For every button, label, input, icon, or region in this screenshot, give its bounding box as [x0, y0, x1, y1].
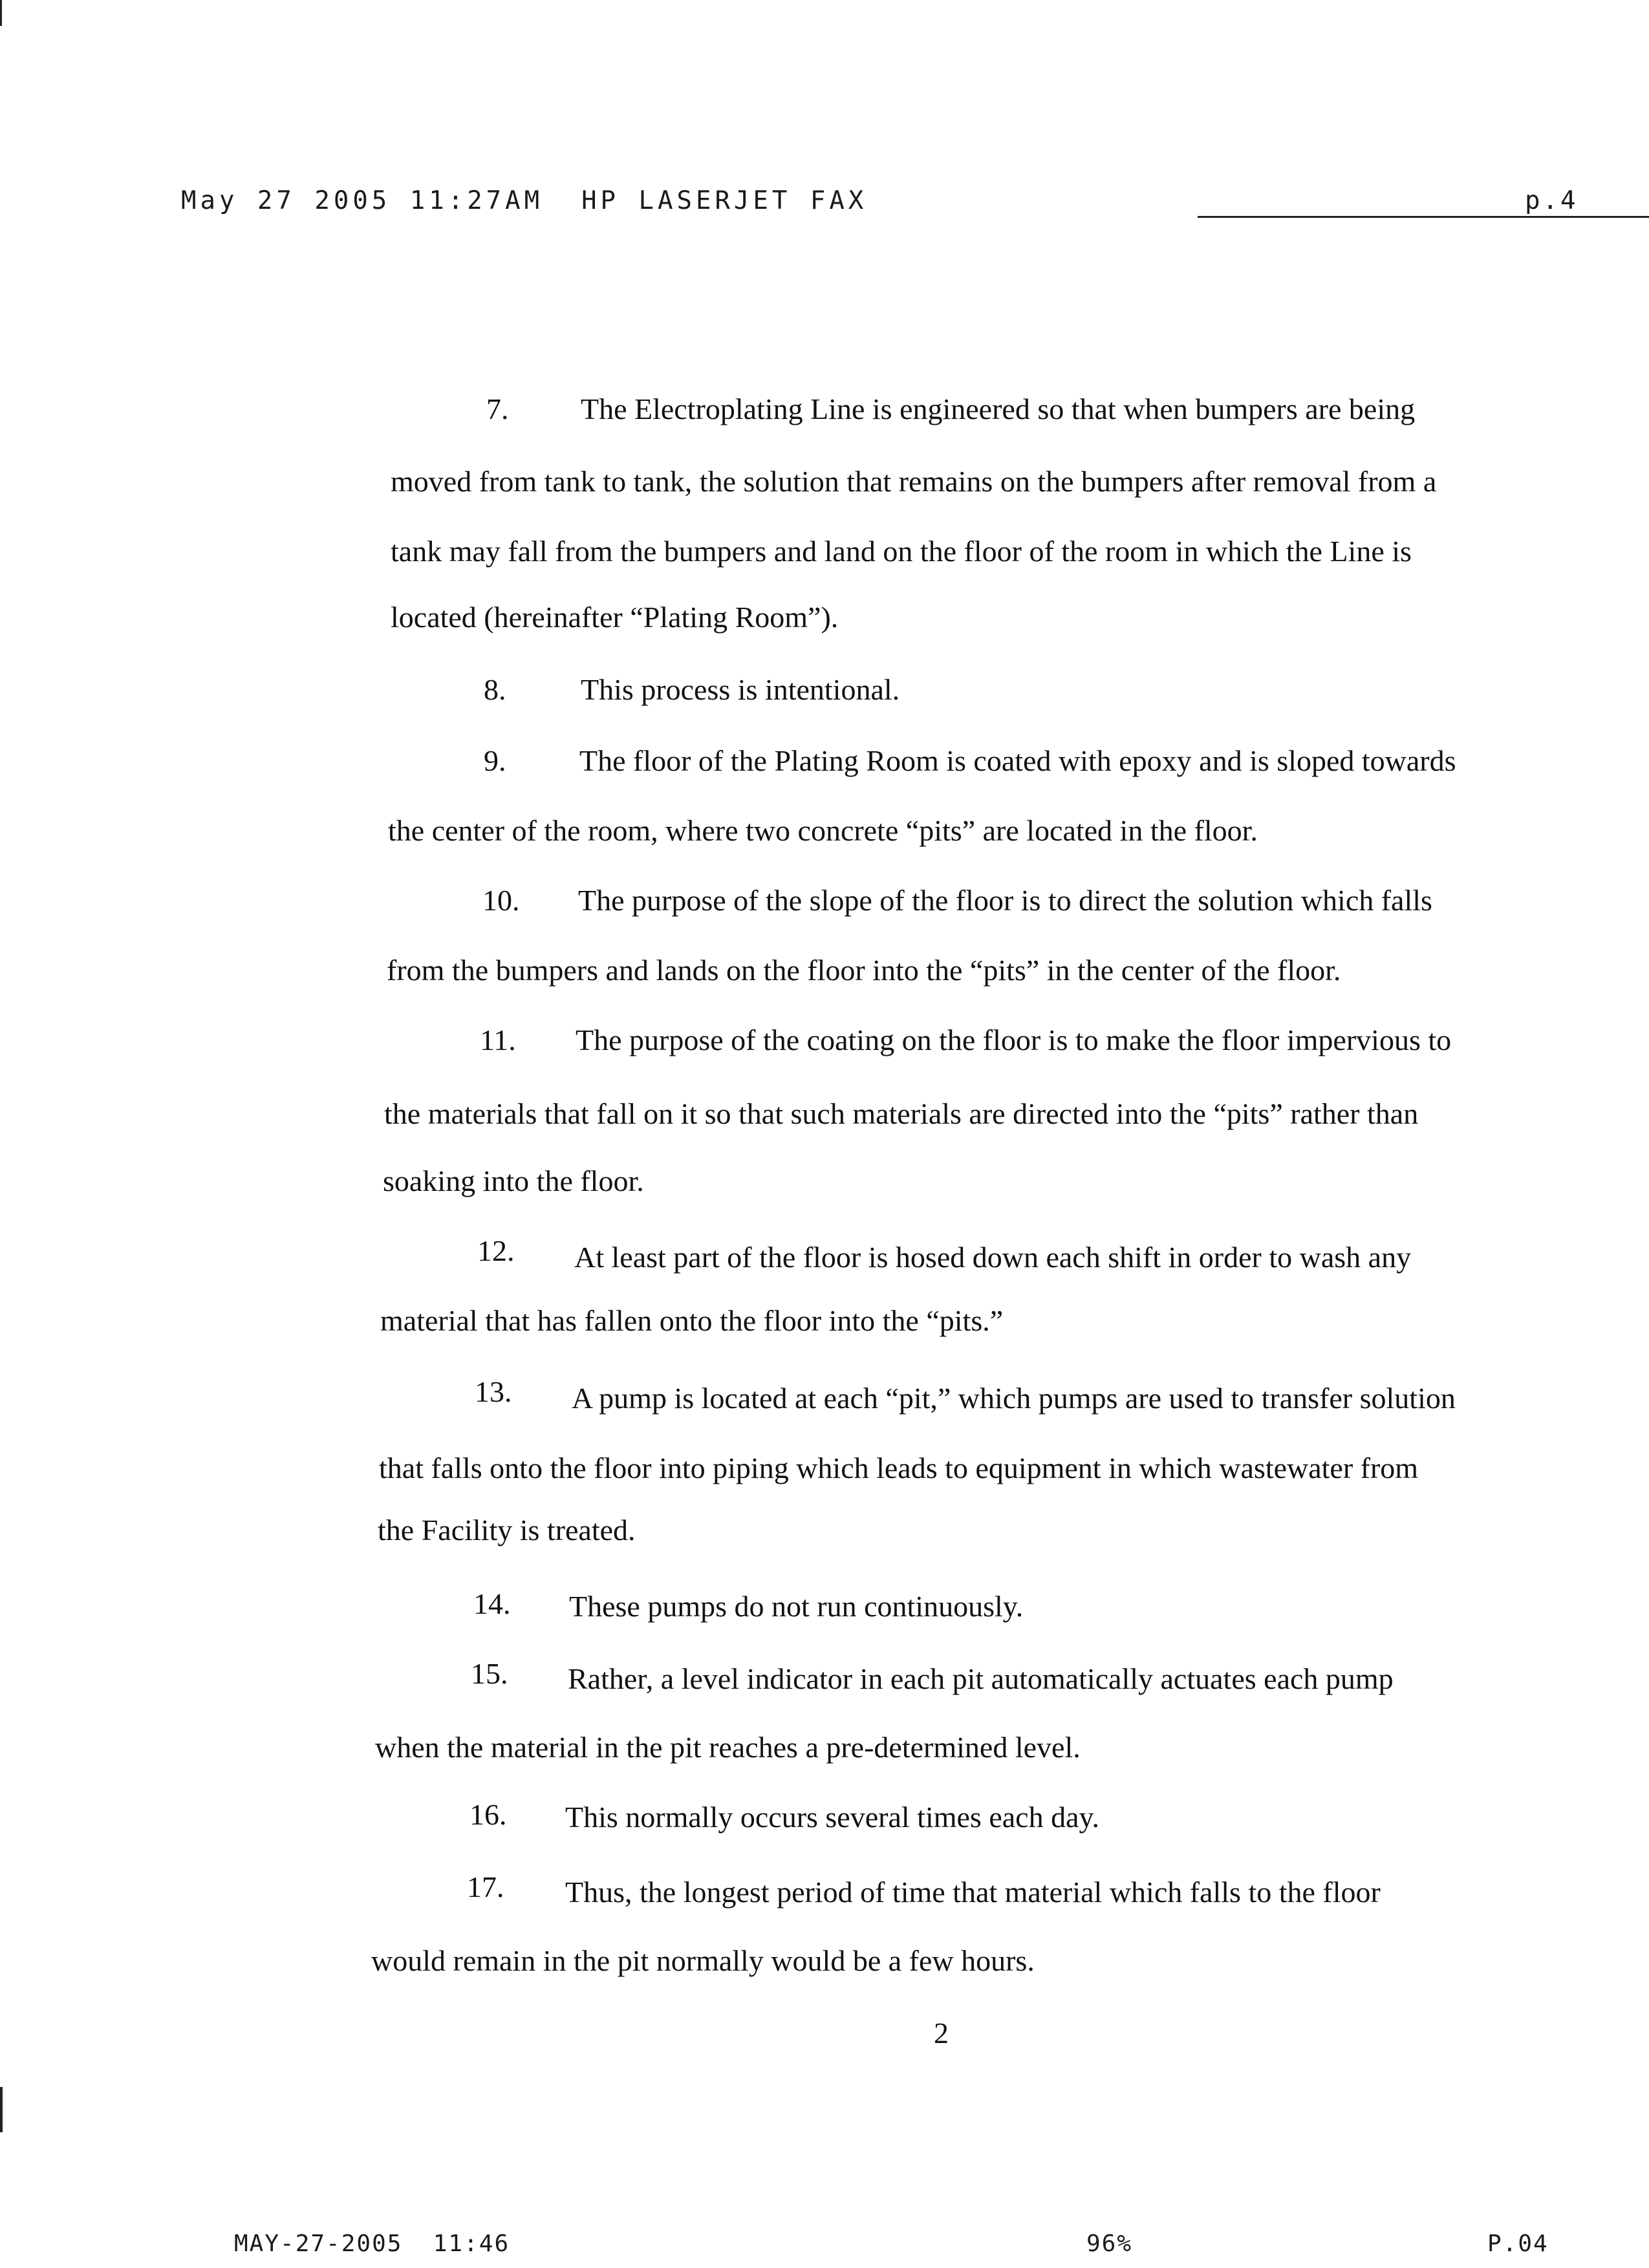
paragraph-number: 11. [480, 1023, 516, 1056]
paragraph-line: The purpose of the slope of the floor is to direct the solution which falls [578, 884, 1432, 917]
paragraph-line: These pumps do not run continuously. [569, 1590, 1024, 1623]
paragraph-line: located (hereinafter “Plating Room”). [391, 601, 839, 634]
fax-header-stamp: May 27 2005 11:27AM HP LASERJET FAX [181, 186, 868, 215]
paragraph-line: The purpose of the coating on the floor is to make the floor impervious to [576, 1023, 1452, 1056]
paragraph-number: 8. [484, 673, 506, 706]
fax-header-page: p.4 [1525, 186, 1579, 215]
paragraph-line: At least part of the floor is hosed down each shift in order to wash any [574, 1241, 1412, 1274]
page-number: 2 [934, 2017, 949, 2049]
paragraph-line: moved from tank to tank, the solution that remains on the bumpers after removal from a [391, 465, 1437, 498]
paragraph-line: This normally occurs several times each day. [565, 1801, 1100, 1834]
paragraph-line: from the bumpers and lands on the floor into the “pits” in the center of the floor. [387, 954, 1341, 987]
paragraph-number: 9. [484, 744, 506, 777]
paragraph-number: 17. [467, 1870, 504, 1903]
paragraph-number: 16. [469, 1798, 507, 1831]
paragraph-line: A pump is located at each “pit,” which pumps are used to transfer solution [572, 1382, 1456, 1415]
paragraph-line: Rather, a level indicator in each pit automatically actuates each pump [568, 1662, 1394, 1695]
paragraph-line: This process is intentional. [581, 673, 900, 706]
paragraph-line: the center of the room, where two concrete “pits” are located in the floor. [388, 814, 1258, 847]
fax-footer-timestamp: MAY-27-2005 11:46 [234, 2231, 510, 2257]
paragraph-line: would remain in the pit normally would be a few hours. [371, 1944, 1035, 1977]
paragraph-number: 15. [471, 1657, 508, 1690]
paragraph-line: The floor of the Plating Room is coated with epoxy and is sloped towards [579, 744, 1456, 777]
paragraph-line: that falls onto the floor into piping which leads to equipment in which wastewater from [379, 1451, 1419, 1484]
paragraph-line: the Facility is treated. [378, 1514, 636, 1546]
paragraph-line: material that has fallen onto the floor into the “pits.” [380, 1304, 1004, 1337]
paragraph-number: 14. [473, 1587, 511, 1620]
paragraph-line: the materials that fall on it so that such materials are directed into the “pits” rather than [384, 1097, 1419, 1130]
paragraph-line: soaking into the floor. [383, 1164, 644, 1197]
fax-footer-page: P.04 [1487, 2231, 1549, 2257]
paragraph-number: 7. [486, 392, 509, 425]
paragraph-number: 13. [475, 1375, 512, 1408]
fax-footer-percent: 96% [1086, 2231, 1133, 2257]
paragraph-line: tank may fall from the bumpers and land on the floor of the room in which the Line is [391, 535, 1412, 568]
paragraph-number: 10. [482, 884, 520, 917]
paragraph-line: when the material in the pit reaches a pre-determined level. [375, 1731, 1081, 1764]
paragraph-number: 12. [477, 1234, 515, 1267]
paragraph-line: Thus, the longest period of time that material which falls to the floor [565, 1876, 1381, 1909]
paragraph-line: The Electroplating Line is engineered so that when bumpers are being [581, 392, 1416, 425]
